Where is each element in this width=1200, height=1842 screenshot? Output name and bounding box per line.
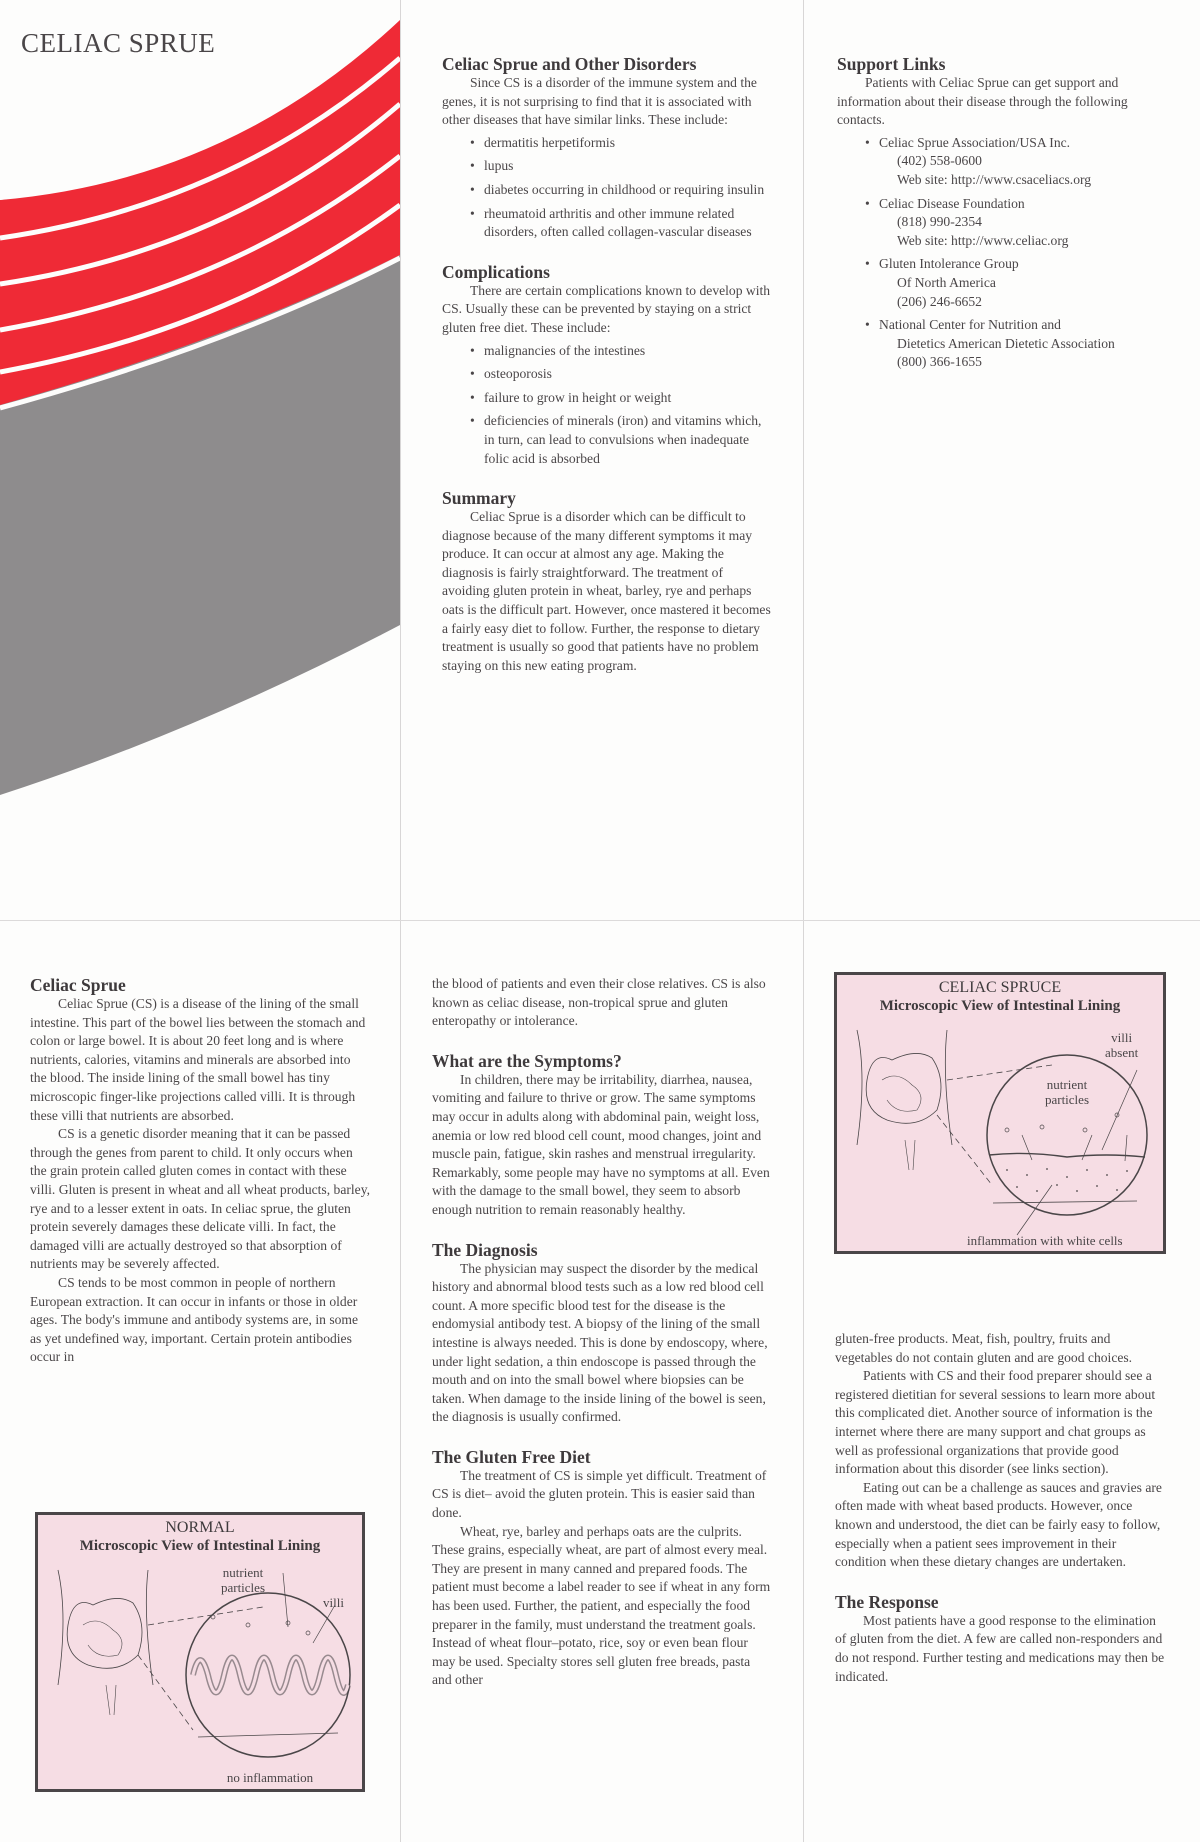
paragraph: CS tends to be most common in people of northern European extraction. It can occur in infants or those in older ages. The body's immune and antibody systems are, in some as yet undefined way, important. Certain protein antibodies occur in bbox=[30, 1274, 359, 1365]
section-celiac-sprue bbox=[30, 975, 370, 1367]
contact-item: • Gluten Intolerance Group Of North America (206) 246-6652 bbox=[865, 256, 1019, 309]
website-link[interactable]: Web site: http://www.csaceliacs.org bbox=[897, 171, 1092, 187]
bullet-icon: • bbox=[865, 134, 870, 150]
fold-line-left bbox=[400, 0, 401, 1842]
paragraph: The treatment of CS is simple yet difficult. Treatment of CS is diet– avoid the gluten protein. This is easier said than done. bbox=[432, 1467, 767, 1521]
list-item: • dermatitis herpetiformis bbox=[470, 134, 772, 153]
figure-title: NORMAL Microscopic View of Intestinal Lining bbox=[79, 1519, 321, 1554]
response-body: Most patients have a good response to the elimination of gluten from the diet. A few are called non-responders and do not respond. Further testing and medications may then be indicated. bbox=[835, 1612, 1165, 1684]
cover-swoosh-art bbox=[0, 0, 400, 800]
section-other-disorders bbox=[442, 54, 772, 242]
figure-caption: inflammation with white cells bbox=[967, 1233, 1123, 1248]
summary-body: Celiac Sprue is a disorder which can be difficult to diagnose because of the many different symptoms it may produce. It can occur at almost any age. Making the diagnosis is fairly straightforward. The treatment of avoiding gluten protein in wheat, barley, rye and perhaps oats is the difficult part. However, once mastered it becomes a fairly easy diet to follow. Further, the response to dietary treatment is usually so good that patients have no problem staying on this new eating program. bbox=[442, 509, 771, 673]
label-nutrient-particles: nutrient particles bbox=[220, 1565, 266, 1595]
heading-support-links: Support Links bbox=[837, 54, 946, 74]
figure-title: CELIAC SPRUCE Microscopic View of Intestinal Lining bbox=[879, 979, 1121, 1014]
bullet-icon: • bbox=[470, 366, 475, 382]
contacts-list bbox=[837, 134, 1167, 372]
support-links-intro: Patients with Celiac Sprue can get support and information about their disease through the following contacts. bbox=[837, 75, 1128, 128]
other-disorders-list bbox=[442, 134, 772, 242]
list-item: • lupus bbox=[470, 157, 772, 176]
paragraph: Eating out can be a challenge as sauces and gravies are often made with wheat based products. However, once known and understood, the diet can be fairly easy to follow, especially when a patient sees improvement in their condition when these dietary changes are undertaken. bbox=[835, 1479, 1162, 1570]
section-diagnosis bbox=[432, 1240, 772, 1427]
contact-item: • Celiac Disease Foundation (818) 990-2354 Web site: http://www.celiac.org bbox=[865, 195, 1167, 251]
bullet-icon: • bbox=[865, 256, 870, 272]
panel-top-middle bbox=[442, 54, 772, 695]
contact-item: • Celiac Sprue Association/USA Inc. (402) 558-0600 Web site: http://www.csaceliacs.org bbox=[865, 134, 1167, 190]
cover-title: CELIAC SPRUE bbox=[21, 28, 216, 58]
label-villi: villi bbox=[323, 1595, 344, 1610]
bullet-icon: • bbox=[865, 317, 870, 333]
figure-celiac-lining bbox=[834, 972, 1166, 1254]
heading-other-disorders: Celiac Sprue and Other Disorders bbox=[442, 54, 697, 74]
paragraph: CS is a genetic disorder meaning that it can be passed through the genes from parent to child. It only occurs when the grain protein called gluten comes in contact with these villi. Gluten is present in wheat and all wheat products, barley, rye and to a lesser extent in oats. In celiac sprue, the gluten protein severely damages these delicate villi. In fact, the damaged villi are actually destroyed so that absorption of nutrients may be severely affected. bbox=[30, 1126, 371, 1272]
list-item: • deficiencies of minerals (iron) and vitamins which, in turn, can lead to convulsions when inadequate folic acid is absorbed bbox=[470, 413, 762, 466]
complications-intro: There are certain complications known to develop with CS. Usually these can be prevented by staying on a strict gluten free diet. These include: bbox=[442, 282, 771, 335]
heading-summary: Summary bbox=[442, 488, 516, 509]
bullet-icon: • bbox=[470, 342, 475, 358]
fold-line-right bbox=[803, 0, 804, 1842]
label-nutrient-particles: nutrient particles bbox=[1044, 1077, 1090, 1107]
bullet-icon: • bbox=[865, 195, 870, 211]
contact-item: • National Center for Nutrition and Dietetics American Dietetic Association (800) 366-1655 bbox=[865, 317, 1115, 370]
label-villi-absent: villi absent bbox=[1105, 1030, 1139, 1060]
diagnosis-body: The physician may suspect the disorder by the medical history and abnormal blood tests such as a low red blood cell count. A more specific blood test for the disease is the endomysial antibody test. A biopsy of the lining of the small intestine is always needed. This is done by endoscopy, where, under light sedation, a thin endoscope is passed through the mouth and on into the small bowel where biopsies can be taken. When damage to the inside lining of the bowel is seen, the diagnosis is usually confirmed. bbox=[432, 1260, 768, 1425]
section-symptoms bbox=[432, 1051, 772, 1220]
section-support-links bbox=[837, 54, 1167, 372]
section-celiac-sprue-continued bbox=[432, 975, 772, 1031]
fold-line-horizontal bbox=[0, 920, 1200, 921]
complications-list bbox=[442, 342, 772, 469]
heading-celiac-sprue: Celiac Sprue bbox=[30, 975, 126, 995]
panel-top-right bbox=[837, 54, 1167, 392]
section-complications bbox=[442, 262, 772, 468]
figure-normal-lining bbox=[35, 1512, 365, 1792]
normal-villi-illustration bbox=[38, 1515, 362, 1789]
panel-bottom-left bbox=[30, 975, 370, 1387]
panel-bottom-middle bbox=[432, 975, 772, 1710]
celiac-villi-illustration bbox=[837, 975, 1163, 1251]
other-disorders-intro: Since CS is a disorder of the immune system and the genes, it is not surprising to find that it is associated with other diseases that have similar links. These include: bbox=[442, 75, 757, 128]
section-gluten-free-diet bbox=[432, 1447, 772, 1690]
symptoms-body: In children, there may be irritability, diarrhea, nausea, vomiting and failure to thrive or grow. The same symptoms may occur in adults along with abdominal pain, weight loss, anemia or low red blood cell count, mood changes, joint and muscle pain, fatigue, skin rashes and menstrual irregularity. Remarkably, some people may have no symptoms at all. Even with the damage to the small bowel, they seem to absorb enough nutrition to remain reasonably healthy. bbox=[432, 1071, 770, 1217]
bullet-icon: • bbox=[470, 413, 475, 429]
section-summary bbox=[442, 488, 772, 675]
heading-gluten-free-diet: The Gluten Free Diet bbox=[432, 1446, 591, 1467]
bullet-icon: • bbox=[470, 158, 475, 174]
heading-diagnosis: The Diagnosis bbox=[432, 1239, 538, 1260]
cover-panel bbox=[0, 0, 400, 920]
list-item: • malignancies of the intestines bbox=[470, 342, 772, 361]
section-gluten-free-diet-continued bbox=[835, 1330, 1170, 1572]
list-item: • osteoporosis bbox=[470, 365, 772, 384]
list-item: • failure to grow in height or weight bbox=[470, 389, 772, 408]
bullet-icon: • bbox=[470, 181, 475, 197]
list-item: • rheumatoid arthritis and other immune related disorders, often called collagen-vascular diseases bbox=[470, 205, 752, 240]
panel-bottom-right bbox=[835, 1330, 1170, 1706]
bullet-icon: • bbox=[470, 389, 475, 405]
paragraph: Celiac Sprue (CS) is a disease of the lining of the small intestine. This part of the bowel lies between the stomach and colon or large bowel. It is about 20 feet long and is where nutrients, calories, vitamins and minerals are absorbed into the blood. The inside lining of the small bowel has tiny microscopic finger-like projections called villi. It is through these villi that nutrients are absorbed. bbox=[30, 996, 366, 1123]
figure-caption: no inflammation bbox=[226, 1770, 314, 1785]
heading-complications: Complications bbox=[442, 261, 550, 282]
bullet-icon: • bbox=[470, 205, 475, 221]
list-item: • diabetes occurring in childhood or requiring insulin bbox=[470, 181, 772, 200]
paragraph: Patients with CS and their food preparer should see a registered dietitian for several sessions to learn more about this complicated diet. Another source of information is the internet where there are many support and chat groups as well as professional organizations that provide good information about this disorder (see links section). bbox=[835, 1368, 1156, 1477]
paragraph: Wheat, rye, barley and perhaps oats are the culprits. These grains, especially wheat, are part of almost every meal. They are present in many canned and prepared foods. The patient must become a label reader to see if wheat in any form has been used. Further, the patient, and especially the food preparer in the family, must understand the treatment goals. Instead of wheat flour–potato, rice, soy or even bean flour may be used. Specialty stores sell gluten free breads, pasta and other bbox=[432, 1523, 771, 1688]
section-response bbox=[835, 1592, 1170, 1686]
paragraph-continued: gluten-free products. Meat, fish, poultry, fruits and vegetables do not contain gluten and are good choices. bbox=[835, 1331, 1133, 1365]
bullet-icon: • bbox=[470, 134, 475, 150]
heading-symptoms: What are the Symptoms? bbox=[432, 1050, 622, 1071]
heading-response: The Response bbox=[835, 1591, 939, 1612]
paragraph-continued: the blood of patients and even their close relatives. CS is also known as celiac disease, non-tropical sprue and gluten enteropathy or intolerance. bbox=[432, 976, 766, 1029]
website-link[interactable]: Web site: http://www.celiac.org bbox=[897, 232, 1069, 248]
